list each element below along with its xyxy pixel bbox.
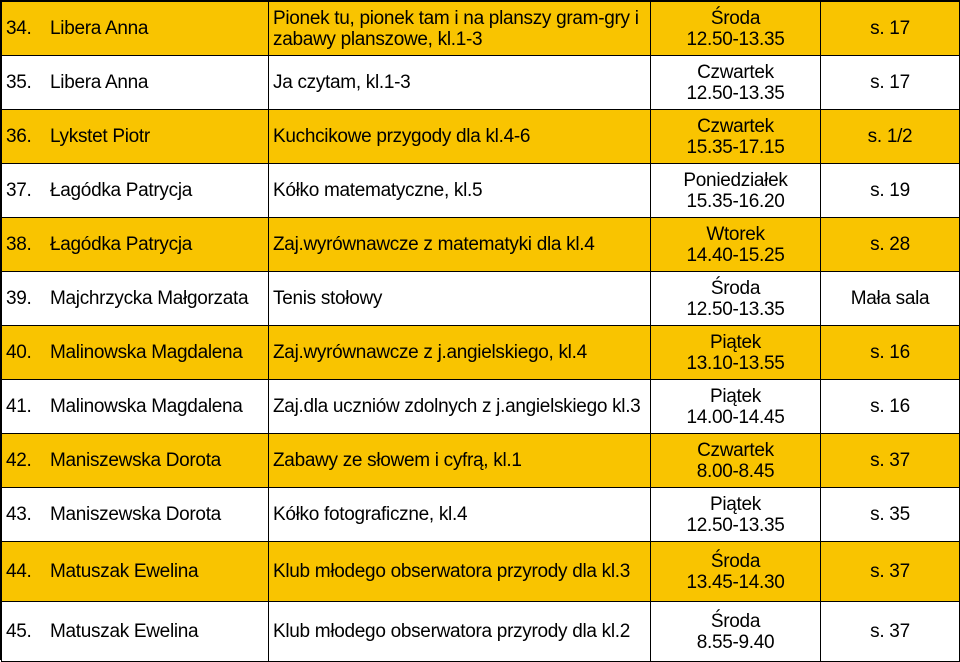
teacher-cell: [2, 542, 269, 602]
time-cell: [651, 602, 821, 662]
activity-name: Zaj.wyrównawcze z j.angielskiego, kl.4: [273, 342, 587, 363]
teacher-name: Maniszewska Dorota: [50, 450, 221, 471]
room-cell: [821, 488, 960, 542]
day-of-week: Środa: [710, 550, 761, 572]
time-cell: [651, 542, 821, 602]
teacher-cell: [2, 110, 269, 164]
time-cell: [651, 218, 821, 272]
teacher-cell: [2, 164, 269, 218]
room-cell: [821, 164, 960, 218]
day-of-week: Piątek: [709, 493, 761, 515]
room-number: s. 37: [870, 621, 910, 642]
room-number: s. 16: [870, 396, 910, 417]
table-row: [2, 602, 960, 662]
row-number: 36.: [6, 126, 32, 147]
time-cell: [651, 380, 821, 434]
table-row: [2, 56, 960, 110]
activity-name: Pionek tu, pionek tam i na planszy gram-gry i zabawy planszowe, kl.1-3: [273, 7, 639, 50]
day-of-week: Środa: [710, 610, 761, 632]
teacher-name: Matuszak Ewelina: [50, 621, 199, 642]
hours: 12.50-13.35: [686, 28, 785, 50]
activity-name: Ja czytam, kl.1-3: [273, 72, 411, 93]
day-of-week: Piątek: [709, 385, 761, 407]
teacher-cell: [2, 2, 269, 56]
teacher-name: Malinowska Magdalena: [50, 396, 243, 417]
table-row: [2, 164, 960, 218]
activity-name: Tenis stołowy: [273, 288, 383, 309]
room-number: s. 19: [870, 180, 910, 201]
activity-cell: [269, 272, 651, 326]
hours: 13.10-13.55: [686, 352, 785, 374]
activity-name: Zaj.dla uczniów zdolnych z j.angielskiego kl.3: [273, 396, 641, 417]
day-of-week: Poniedziałek: [683, 169, 788, 191]
teacher-cell: [2, 56, 269, 110]
time-cell: [651, 56, 821, 110]
day-of-week: Czwartek: [697, 61, 774, 83]
activity-name: Zabawy ze słowem i cyfrą, kl.1: [273, 450, 522, 471]
row-number: 45.: [6, 621, 32, 642]
hours: 8.00-8.45: [696, 460, 775, 482]
room-cell: [821, 602, 960, 662]
room-cell: [821, 272, 960, 326]
row-number: 38.: [6, 234, 32, 255]
row-number: 42.: [6, 450, 32, 471]
room-cell: [821, 56, 960, 110]
day-of-week: Piątek: [709, 331, 761, 353]
row-number: 43.: [6, 504, 32, 525]
teacher-cell: [2, 602, 269, 662]
room-number: s. 28: [870, 234, 910, 255]
teacher-name: Łagódka Patrycja: [50, 234, 193, 255]
activity-cell: [269, 380, 651, 434]
hours: 13.45-14.30: [686, 571, 785, 593]
table-row: [2, 380, 960, 434]
room-cell: [821, 110, 960, 164]
row-number: 35.: [6, 72, 32, 93]
table-row: [2, 326, 960, 380]
time-cell: [651, 326, 821, 380]
row-number: 39.: [6, 288, 32, 309]
hours: 14.40-15.25: [686, 244, 785, 266]
table-row: [2, 434, 960, 488]
activity-cell: [269, 326, 651, 380]
time-cell: [651, 434, 821, 488]
room-number: s. 37: [870, 450, 910, 471]
room-cell: [821, 380, 960, 434]
activity-name: Klub młodego obserwatora przyrody dla kl.2: [273, 621, 631, 642]
row-number: 34.: [6, 18, 32, 39]
teacher-name: Łagódka Patrycja: [50, 180, 193, 201]
activity-name: Klub młodego obserwatora przyrody dla kl.3: [273, 561, 631, 582]
room-cell: [821, 542, 960, 602]
teacher-name: Malinowska Magdalena: [50, 342, 243, 363]
hours: 12.50-13.35: [686, 514, 785, 536]
time-cell: [651, 164, 821, 218]
row-number: 37.: [6, 180, 32, 201]
day-of-week: Środa: [710, 277, 761, 299]
activity-cell: [269, 2, 651, 56]
table-row: [2, 542, 960, 602]
room-cell: [821, 218, 960, 272]
row-number: 44.: [6, 561, 32, 582]
room-cell: [821, 326, 960, 380]
room-cell: [821, 434, 960, 488]
teacher-name: Maniszewska Dorota: [50, 504, 221, 525]
table-row: [2, 272, 960, 326]
activity-name: Kuchcikowe przygody dla kl.4-6: [273, 126, 531, 147]
room-number: s. 17: [870, 72, 910, 93]
activity-cell: [269, 542, 651, 602]
hours: 14.00-14.45: [686, 406, 785, 428]
time-cell: [651, 488, 821, 542]
activity-cell: [269, 110, 651, 164]
time-cell: [651, 272, 821, 326]
teacher-cell: [2, 434, 269, 488]
teacher-cell: [2, 380, 269, 434]
activity-name: Kółko matematyczne, kl.5: [273, 180, 483, 201]
activity-cell: [269, 218, 651, 272]
time-cell: [651, 2, 821, 56]
hours: 15.35-16.20: [686, 190, 785, 212]
room-number: s. 35: [870, 504, 910, 525]
activity-cell: [269, 602, 651, 662]
row-number: 40.: [6, 342, 32, 363]
teacher-name: Majchrzycka Małgorzata: [50, 288, 249, 309]
hours: 8.55-9.40: [696, 631, 775, 653]
room-number: s. 37: [870, 561, 910, 582]
hours: 15.35-17.15: [686, 136, 785, 158]
hours: 12.50-13.35: [686, 298, 785, 320]
table-row: [2, 2, 960, 56]
day-of-week: Wtorek: [706, 223, 765, 245]
day-of-week: Czwartek: [697, 439, 774, 461]
teacher-name: Lykstet Piotr: [50, 126, 150, 147]
activity-cell: [269, 488, 651, 542]
activity-cell: [269, 56, 651, 110]
time-cell: [651, 110, 821, 164]
activity-cell: [269, 164, 651, 218]
table-row: [2, 110, 960, 164]
room-number: s. 16: [870, 342, 910, 363]
activities-table: [1, 1, 960, 662]
teacher-cell: [2, 218, 269, 272]
activity-name: Kółko fotograficzne, kl.4: [273, 504, 468, 525]
room-number: s. 17: [870, 18, 910, 39]
row-number: 41.: [6, 396, 32, 417]
activity-name: Zaj.wyrównawcze z matematyki dla kl.4: [273, 234, 595, 255]
teacher-cell: [2, 488, 269, 542]
teacher-name: Libera Anna: [50, 72, 149, 93]
room-number: s. 1/2: [867, 126, 913, 147]
teacher-cell: [2, 272, 269, 326]
hours: 12.50-13.35: [686, 82, 785, 104]
table-row: [2, 218, 960, 272]
teacher-cell: [2, 326, 269, 380]
room-cell: [821, 2, 960, 56]
table-row: [2, 488, 960, 542]
room-number: Mała sala: [850, 288, 930, 309]
teacher-name: Matuszak Ewelina: [50, 561, 199, 582]
day-of-week: Czwartek: [697, 115, 774, 137]
teacher-name: Libera Anna: [50, 18, 149, 39]
activity-cell: [269, 434, 651, 488]
day-of-week: Środa: [710, 7, 761, 29]
